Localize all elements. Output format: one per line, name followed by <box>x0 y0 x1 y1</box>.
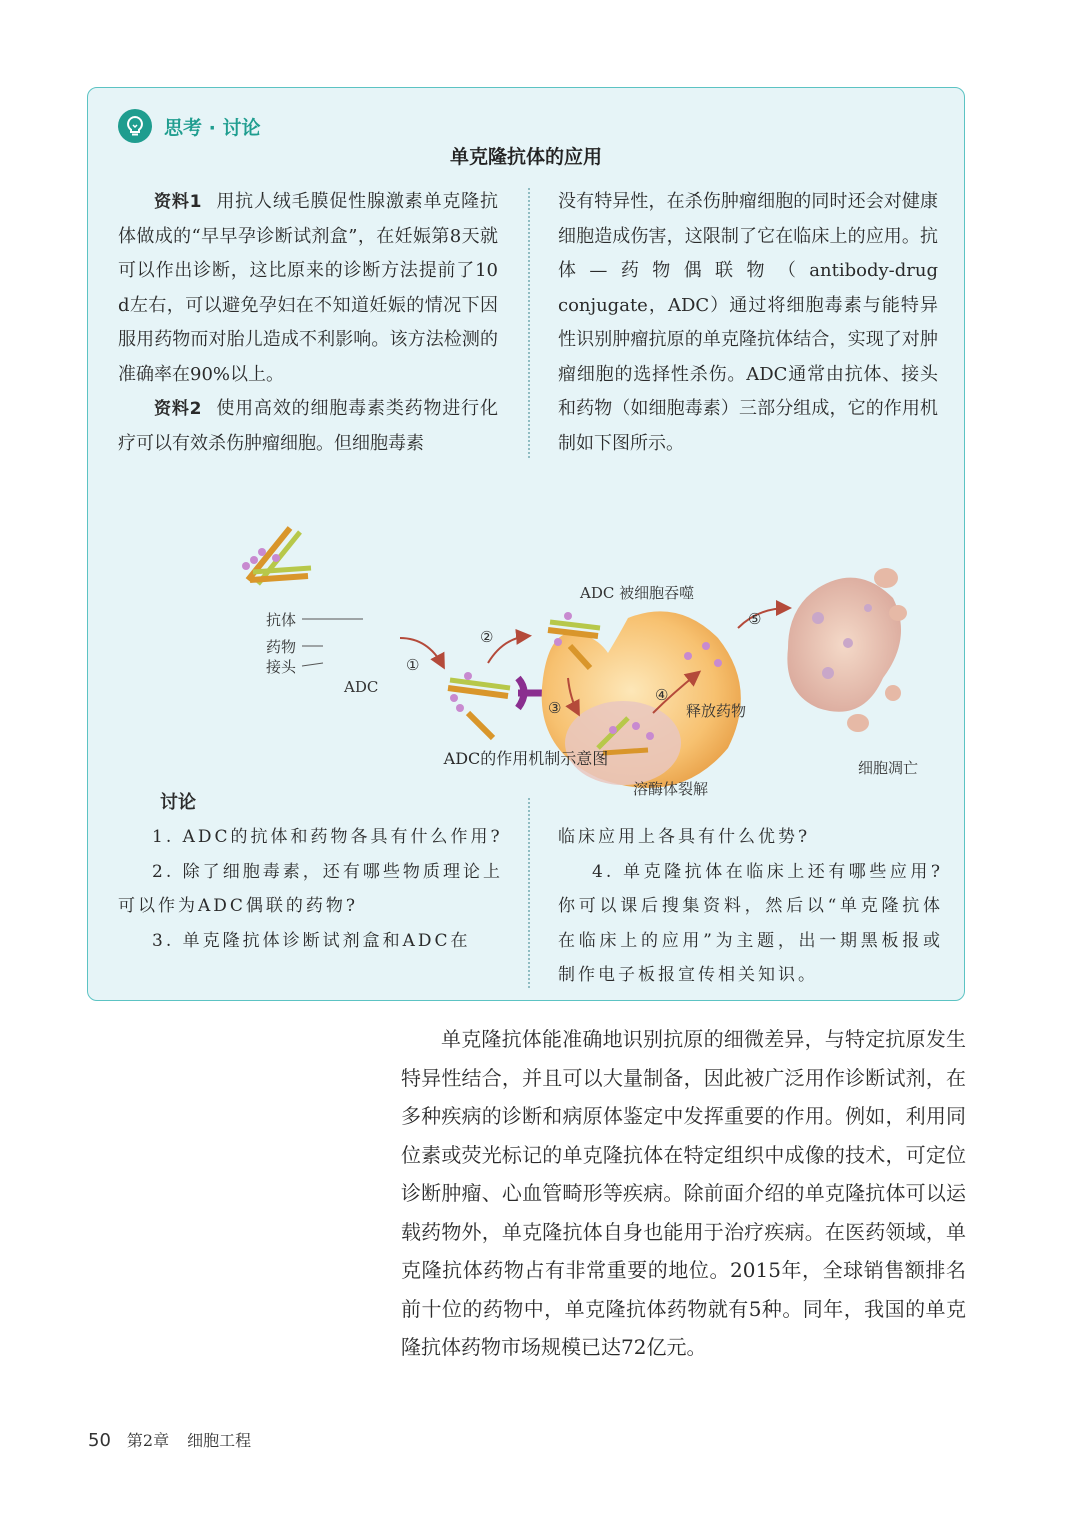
label-engulfed: ADC 被细胞吞噬 <box>580 584 695 602</box>
adc-mechanism-diagram <box>158 468 919 798</box>
step2-label: ② <box>480 628 494 646</box>
page-number: 50 <box>88 1430 111 1451</box>
label-antibody: 抗体 <box>266 611 297 629</box>
question-3-right: 临床应用上各具有什么优势? <box>558 827 811 847</box>
box-header <box>118 106 260 146</box>
discussion-left-column <box>118 820 503 958</box>
label-drug: 药物 <box>266 638 297 656</box>
material2-paragraph <box>118 392 498 461</box>
bound-adc-icon <box>448 672 543 738</box>
arrow-step5 <box>738 608 788 628</box>
label-adc: ADC <box>344 678 379 696</box>
label-lysosome: 溶酶体裂解 <box>633 780 709 798</box>
column-divider-bottom <box>528 798 530 988</box>
discussion-title: 讨论 <box>160 792 196 813</box>
page-footer <box>88 1428 251 1451</box>
apoptotic-cell <box>787 568 907 732</box>
diagram-caption: ADC的作用机制示意图 <box>443 749 609 768</box>
adc-antibody-icon <box>242 528 311 584</box>
main-body-text <box>401 1020 966 1367</box>
discussion-right-column <box>558 820 943 993</box>
lysosome <box>565 701 681 785</box>
label-linker: 接头 <box>266 658 297 676</box>
step3-label: ③ <box>548 699 562 717</box>
step1-label: ① <box>406 656 420 674</box>
label-release: 释放药物 <box>686 702 747 720</box>
box-title: 单克隆抗体的应用 <box>449 146 602 168</box>
material1-paragraph <box>118 185 498 392</box>
chapter-number: 第2章 <box>126 1431 170 1450</box>
question-2: 2. 除了细胞毒素，还有哪些物质理论上可以作为ADC偶联的药物? <box>118 861 503 916</box>
material1-label: 资料1 <box>154 192 202 212</box>
lightbulb-icon <box>118 109 152 143</box>
step4-label: ④ <box>655 686 669 704</box>
material1-text: 用抗人绒毛膜促性腺激素单克隆抗体做成的“早早孕诊断试剂盒”，在妊娠第8天就可以作出诊断，这比原来的诊断方法提前了10 d左右，可以避免孕妇在不知道妊娠的情况下因服用药物而对胎儿造成不利影响。该方法检测的准确率在90%以上。 <box>118 191 498 385</box>
column-divider-top <box>528 188 530 458</box>
label-death: 细胞凋亡 <box>858 759 919 777</box>
arrow-step2 <box>488 636 528 663</box>
chapter-title: 细胞工程 <box>187 1431 252 1450</box>
material2-text-right: 没有特异性，在杀伤肿瘤细胞的同时还会对健康细胞造成伤害，这限制了它在临床上的应用。抗体—药物偶联物（antibody-drug conjugate，ADC）通过将细胞毒素与能特异性识别肿瘤抗原的单克隆抗体结合，实现了对肿瘤细胞的选择性杀伤。ADC通常由抗体、接头和药物（如细胞毒素）三部分组成，它的作用机制如下图所示。 <box>558 191 938 454</box>
question-1: 1. ADC的抗体和药物各具有什么作用? <box>152 827 503 847</box>
question-4: 4. 单克隆抗体在临床上还有哪些应用? 你可以课后搜集资料，然后以“单克隆抗体在临床上的应用”为主题，出一期黑板报或制作电子板报宣传相关知识。 <box>558 861 943 985</box>
materials-left-column <box>118 185 498 461</box>
box-header-title: 思考 · 讨论 <box>164 116 261 139</box>
discussion-box <box>87 87 965 1001</box>
question-3-left: 3. 单克隆抗体诊断试剂盒和ADC在 <box>152 930 471 951</box>
materials-right-column <box>558 185 938 461</box>
main-paragraph: 单克隆抗体能准确地识别抗原的细微差异，与特定抗原发生特异性结合，并且可以大量制备，因此被广泛用作诊断试剂，在多种疾病的诊断和病原体鉴定中发挥重要的作用。例如，利用同位素或荧光标记的单克隆抗体在特定组织中成像的技术，可定位诊断肿瘤、心血管畸形等疾病。除前面介绍的单克隆抗体可以运载药物外，单克隆抗体自身也能用于治疗疾病。在医药领域，单克隆抗体药物占有非常重要的地位。2015年，全球销售额排名前十位的药物中，单克隆抗体药物就有5种。同年，我国的单克隆抗体药物市场规模已达72亿元。 <box>401 1027 966 1359</box>
step5-label: ⑤ <box>748 610 762 628</box>
material2-text-left: 使用高效的细胞毒素类药物进行化疗可以有效杀伤肿瘤细胞。但细胞毒素 <box>118 398 498 454</box>
material2-label: 资料2 <box>154 399 202 419</box>
